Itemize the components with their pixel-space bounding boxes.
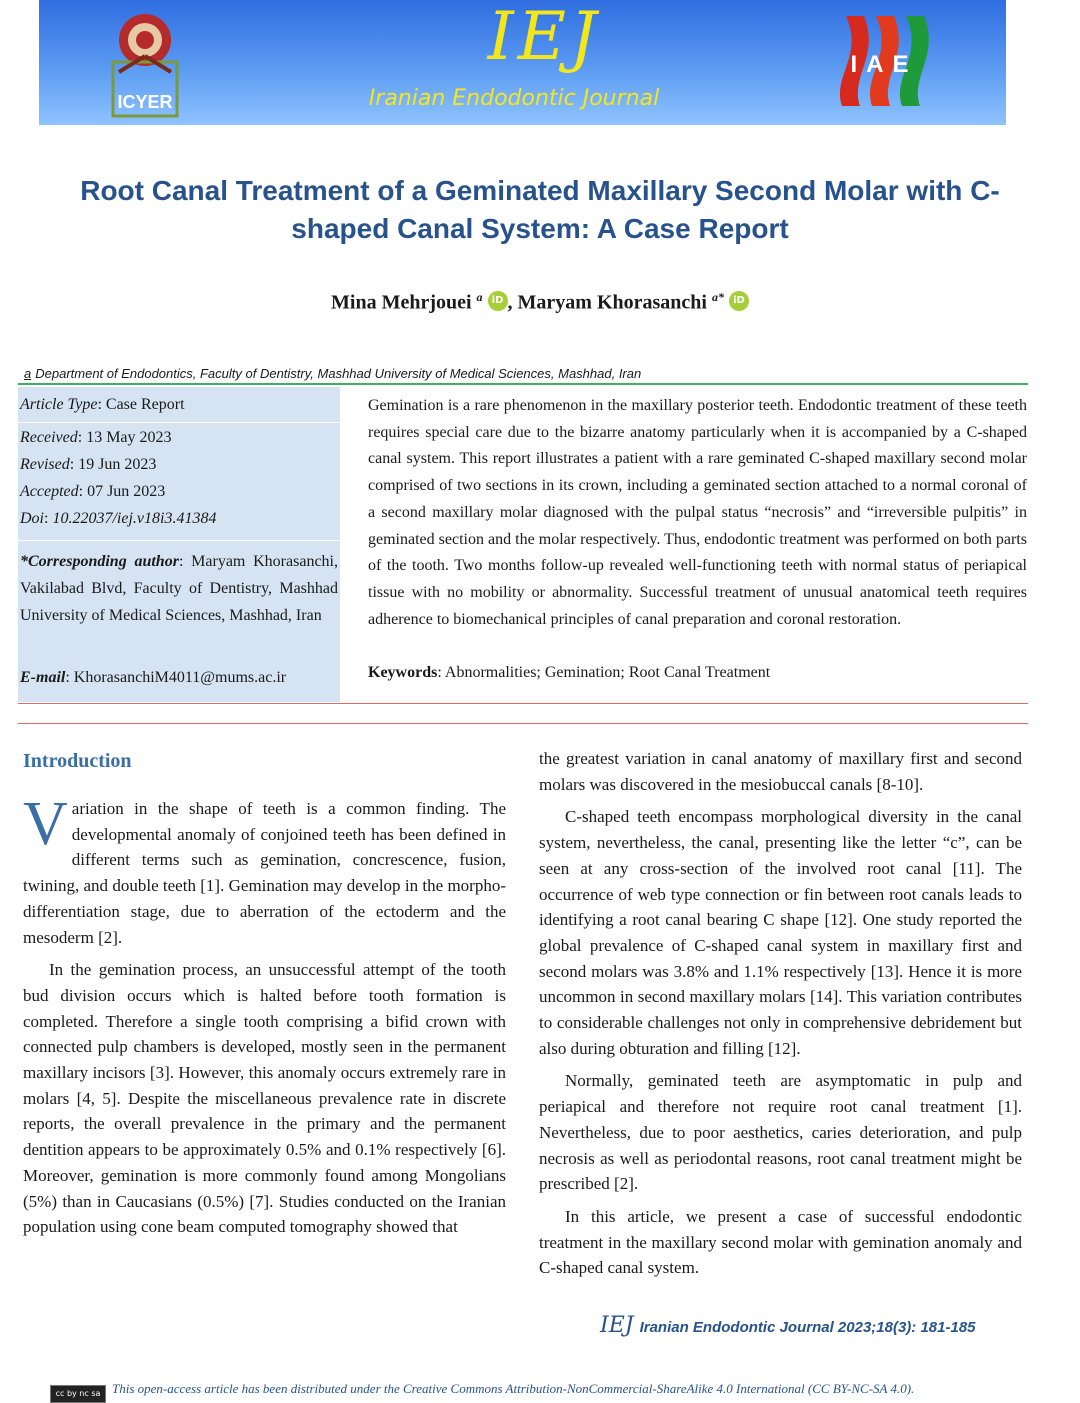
- revised-date: Revised: 19 Jun 2023: [20, 456, 157, 473]
- doi[interactable]: Doi: 10.22037/iej.v18i3.41384: [20, 510, 217, 527]
- affiliation-text: Department of Endodontics, Faculty of Dentistry, Mashhad University of Medical Sciences, Mashhad, Iran: [35, 366, 642, 381]
- article-info-box: [18, 387, 340, 702]
- icyer-logo: [105, 4, 185, 122]
- corresponding-author: *Corresponding author: Maryam Khorasanchi, Vakilabad Blvd, Faculty of Dentistry, Mashhad University of Medical Sciences, Mashhad, Iran: [20, 553, 338, 624]
- section-heading: Introduction: [23, 750, 132, 772]
- paragraph: In this article, we present a case of successful endodontic treatment in the maxillary second molar with gemination anomaly and C-shaped canal system.: [539, 1206, 1022, 1278]
- email[interactable]: E-mail: KhorasanchiM4011@mums.ac.ir: [20, 669, 287, 686]
- author-separator: ,: [507, 291, 513, 314]
- accepted-date: Accepted: 07 Jun 2023: [20, 483, 166, 500]
- journal-citation: IEJ Iranian Endodontic Journal 2023;18(3): 181-185: [600, 1313, 976, 1338]
- paragraph: In the gemination process, an unsuccessful attempt of the tooth bud division occurs which is halted before tooth formation is completed. Therefore a single tooth comprising a bifid crown with connected pulp chambers is developed, mostly seen in the permanent maxillary incisors [3]. However, this anomaly occurs extremely rare in molars [4, 5]. Despite the miscellaneous prevalence rate in discrete reports, the overall prevalence in the primary and the permanent dentition appears to be approximately 0.5% and 0.1% respectively [6]. Moreover, gemination is more commonly found among Mongolians (5%) than in Caucasians (0.5%) [7]. Studies conducted on the Iranian population using cone beam computed tomography showed that: [23, 960, 506, 1237]
- body-column-right: [539, 746, 1022, 1288]
- affiliation-letter: a: [24, 366, 32, 381]
- journal-acronym: IEJ: [487, 0, 601, 75]
- article-title: Root Canal Treatment of a Geminated Maxillary Second Molar with C-shaped Canal System: A Case Report: [80, 175, 1000, 244]
- author-affiliation-mark: a*: [711, 290, 724, 304]
- info-divider: [18, 422, 340, 423]
- orcid-icon[interactable]: iD: [729, 291, 749, 311]
- info-divider: [18, 540, 340, 541]
- author-list: [0, 290, 1080, 315]
- paragraph: C-shaped teeth encompass morphological diversity in the canal system, nevertheless, the canal, presenting like the letter “c”, can be seen at any cross-section of the involved root canal [11]. The occurrence of web type connection or fin between root canals leads to identifying a root canal bearing C shape [12]. One study reported the global prevalence of C-shaped canal system in maxillary first and second molars was 3.8% and 1.1% respectively [13]. Hence it is more uncommon in second maxillary molars [14]. This variation contributes to considerable challenges not only in comprehensive debridement but also during obturation and filling [12].: [539, 807, 1022, 1058]
- paragraph: Normally, geminated teeth are asymptomatic in pulp and periapical and therefore not require root canal treatment [1]. Nevertheless, due to poor aesthetics, caries deterioration, and pulp necrosis as well as periodontal reasons, root canal treatment might be prescribed [2].: [539, 1071, 1022, 1194]
- svg-text:IAE: IAE: [850, 51, 918, 78]
- article-type: Article Type: Case Report: [20, 396, 185, 413]
- section-divider: [18, 703, 1028, 704]
- journal-acronym-small: IEJ: [600, 1313, 634, 1338]
- paragraph: the greatest variation in canal anatomy of maxillary first and second molars was discovered in the mesiobuccal canals [8-10].: [539, 749, 1022, 794]
- section-divider: [18, 723, 1028, 724]
- journal-name: Iranian Endodontic Journal: [368, 86, 660, 111]
- license-notice: cc by nc sa This open-access article has been distributed under the Creative Commons Attribution-NonCommercial-ShareAlike 4.0 International (CC BY-NC-SA 4.0).: [50, 1381, 914, 1403]
- drop-cap: V: [23, 790, 68, 858]
- body-column-left: [23, 790, 506, 1247]
- author-affiliation-mark: a: [476, 290, 483, 304]
- iae-logo: [824, 6, 944, 118]
- author-name: Maryam Khorasanchi: [517, 291, 707, 314]
- keywords: Keywords: Abnormalities; Gemination; Root Canal Treatment: [368, 664, 771, 681]
- cc-license-icon[interactable]: cc by nc sa: [50, 1385, 106, 1403]
- section-divider: [18, 383, 1028, 385]
- received-date: Received: 13 May 2023: [20, 429, 172, 446]
- paragraph: Variation in the shape of teeth is a common finding. The developmental anomaly of conjoined teeth has been defined in different terms such as gemination, concrescence, fusion, twining, and double teeth [1]. Gemination may develop in the morpho-differentiation stage, due to aberration of the ectoderm and the mesoderm [2].: [23, 790, 506, 947]
- author-name: Mina Mehrjouei: [331, 291, 472, 314]
- orcid-icon[interactable]: iD: [488, 291, 508, 311]
- svg-text:ICYER: ICYER: [117, 92, 173, 112]
- journal-banner: [39, 0, 1006, 125]
- affiliation: [24, 366, 641, 381]
- abstract-text: Gemination is a rare phenomenon in the maxillary posterior teeth. Endodontic treatment of these teeth requires special care due to the bizarre anatomy particularly when it is accompanied by a C-shaped canal system. This report illustrates a patient with a rare geminated C-shaped maxillary second molar comprised of two sections in its crown, including a geminated section attached to a normal coronal of a second maxillary molar diagnosed with the pulpal status “necrosis” and “irreversible pulpitis” in geminated section and the molar respectively. Thus, endodontic treatment was performed on both parts of the tooth. Two months follow-up revealed well-functioning teeth with normal status of periapical tissue with no mobility or abnormality. Successful treatment of unusual anatomical teeth requires adherence to biomechanical principles of canal preparation and coronal restoration.: [368, 397, 1027, 628]
